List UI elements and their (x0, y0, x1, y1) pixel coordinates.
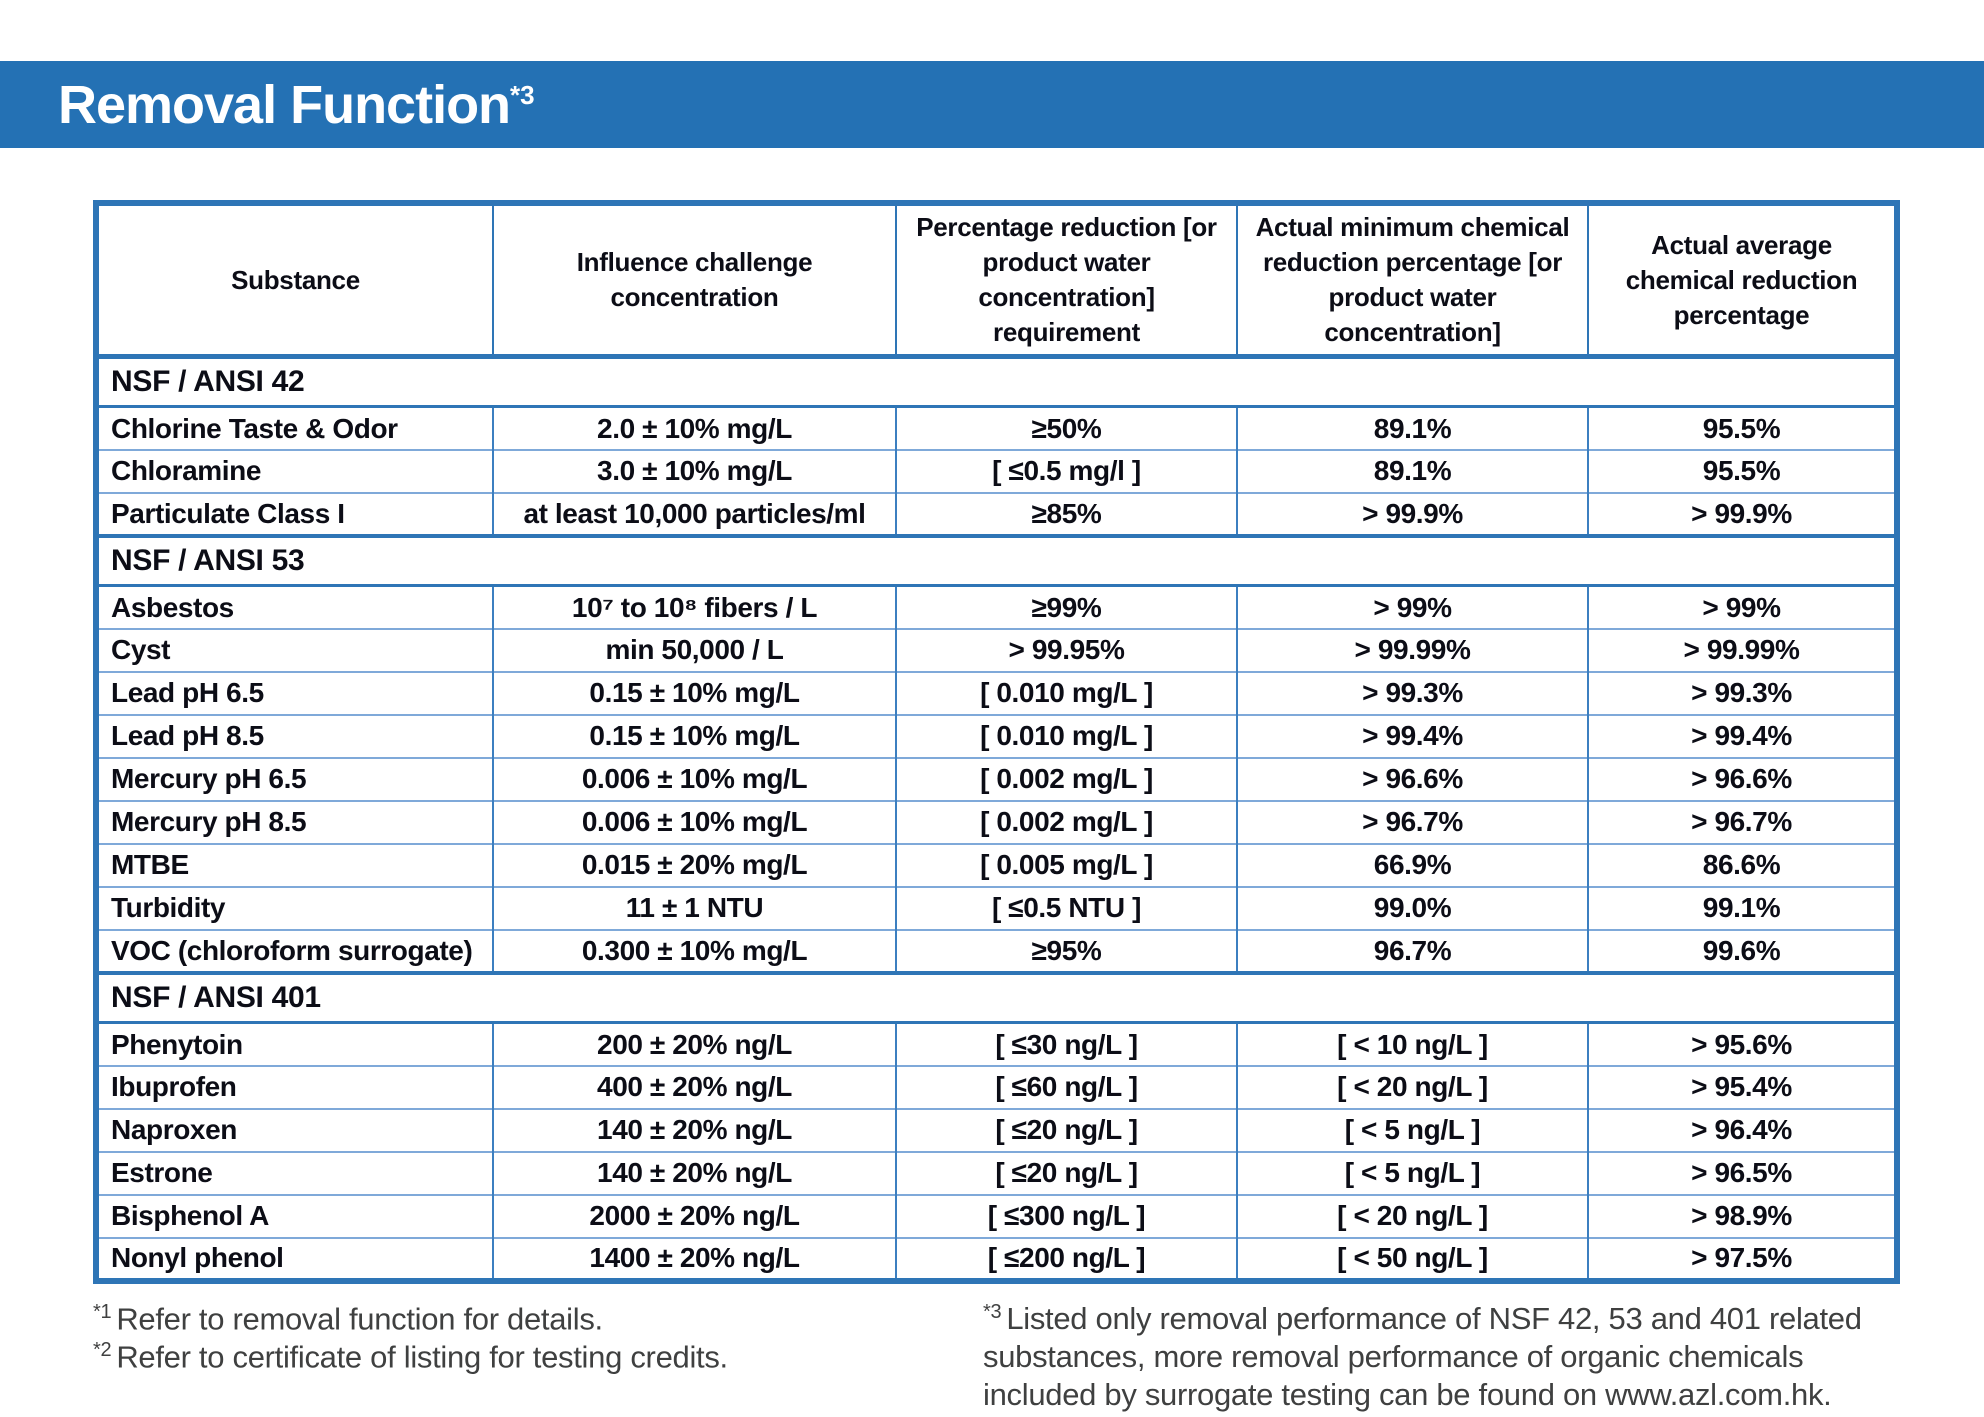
substance-cell: Chlorine Taste & Odor (96, 407, 493, 450)
value-cell: at least 10,000 particles/ml (493, 493, 896, 536)
value-cell: ≥99% (896, 586, 1237, 629)
value-cell: [ ≤200 ng/L ] (896, 1238, 1237, 1281)
substance-cell: Nonyl phenol (96, 1238, 493, 1281)
value-cell: [ ≤60 ng/L ] (896, 1066, 1237, 1109)
footnote-3-text: Listed only removal performance of NSF 42, 53 and 401 related substances, more removal performance of organic chemicals included by surrogate testing can be found on www.azl.com.hk. (983, 1301, 1862, 1412)
substance-cell: Asbestos (96, 586, 493, 629)
value-cell: 0.015 ± 20% mg/L (493, 844, 896, 887)
column-header-influence-challenge: Influence challenge concentration (493, 203, 896, 357)
section-header-row (96, 536, 1897, 586)
section-label: NSF / ANSI 42 (96, 357, 1897, 407)
table-body (96, 357, 1897, 1281)
value-cell: > 99.4% (1237, 715, 1588, 758)
value-cell: [ < 20 ng/L ] (1237, 1066, 1588, 1109)
value-cell: [ < 5 ng/L ] (1237, 1152, 1588, 1195)
table-row (96, 450, 1897, 493)
substance-cell: Cyst (96, 629, 493, 672)
value-cell: > 99.3% (1237, 672, 1588, 715)
value-cell: 0.006 ± 10% mg/L (493, 801, 896, 844)
value-cell: [ < 5 ng/L ] (1237, 1109, 1588, 1152)
removal-table-container (93, 200, 1894, 1284)
value-cell: min 50,000 / L (493, 629, 896, 672)
value-cell: > 96.5% (1588, 1152, 1897, 1195)
column-header-actual-average: Actual average chemical reduction percentage (1588, 203, 1897, 357)
substance-cell: Mercury pH 6.5 (96, 758, 493, 801)
table-row (96, 801, 1897, 844)
value-cell: 95.5% (1588, 450, 1897, 493)
table-row (96, 887, 1897, 930)
table-row (96, 493, 1897, 536)
footnote-1-text: Refer to removal function for details. (116, 1301, 603, 1337)
value-cell: 1400 ± 20% ng/L (493, 1238, 896, 1281)
footnote-2-marker: *2 (93, 1339, 112, 1362)
value-cell: [ 0.010 mg/L ] (896, 672, 1237, 715)
value-cell: > 99.99% (1588, 629, 1897, 672)
page-title (58, 74, 535, 135)
table-row (96, 1109, 1897, 1152)
value-cell: 400 ± 20% ng/L (493, 1066, 896, 1109)
value-cell: > 96.6% (1237, 758, 1588, 801)
footnote-1-marker: *1 (93, 1301, 112, 1323)
page-title-footnote-marker: *3 (510, 79, 535, 110)
value-cell: [ ≤30 ng/L ] (896, 1023, 1237, 1066)
value-cell: [ ≤0.5 mg/l ] (896, 450, 1237, 493)
value-cell: 0.15 ± 10% mg/L (493, 672, 896, 715)
value-cell: ≥85% (896, 493, 1237, 536)
value-cell: > 99.99% (1237, 629, 1588, 672)
substance-cell: VOC (chloroform surrogate) (96, 930, 493, 973)
value-cell: 11 ± 1 NTU (493, 887, 896, 930)
footnote-3 (983, 1301, 1862, 1412)
value-cell: [ 0.002 mg/L ] (896, 758, 1237, 801)
footnote-3-marker: *3 (983, 1301, 1002, 1323)
value-cell: > 99% (1588, 586, 1897, 629)
table-row (96, 629, 1897, 672)
value-cell: [ < 20 ng/L ] (1237, 1195, 1588, 1238)
footnote-1 (93, 1300, 953, 1338)
table-row (96, 715, 1897, 758)
substance-cell: MTBE (96, 844, 493, 887)
value-cell: 140 ± 20% ng/L (493, 1152, 896, 1195)
table-row (96, 1066, 1897, 1109)
value-cell: [ < 50 ng/L ] (1237, 1238, 1588, 1281)
value-cell: [ ≤300 ng/L ] (896, 1195, 1237, 1238)
value-cell: > 99.4% (1588, 715, 1897, 758)
page-title-text: Removal Function (58, 74, 511, 135)
value-cell: > 96.6% (1588, 758, 1897, 801)
section-header-row (96, 357, 1897, 407)
value-cell: 10⁷ to 10⁸ fibers / L (493, 586, 896, 629)
value-cell: > 98.9% (1588, 1195, 1897, 1238)
removal-table (93, 200, 1900, 1284)
value-cell: > 95.4% (1588, 1066, 1897, 1109)
value-cell: 2000 ± 20% ng/L (493, 1195, 896, 1238)
value-cell: ≥50% (896, 407, 1237, 450)
footnote-2-text: Refer to certificate of listing for testing credits. (116, 1339, 728, 1375)
value-cell: 89.1% (1237, 407, 1588, 450)
value-cell: > 99.95% (896, 629, 1237, 672)
table-row (96, 1238, 1897, 1281)
value-cell: 0.15 ± 10% mg/L (493, 715, 896, 758)
value-cell: [ 0.005 mg/L ] (896, 844, 1237, 887)
substance-cell: Chloramine (96, 450, 493, 493)
value-cell: > 99.3% (1588, 672, 1897, 715)
column-header-percentage-reduction: Percentage reduction [or product water concentration] requirement (896, 203, 1237, 357)
section-label: NSF / ANSI 53 (96, 536, 1897, 586)
substance-cell: Lead pH 8.5 (96, 715, 493, 758)
value-cell: 95.5% (1588, 407, 1897, 450)
section-label: NSF / ANSI 401 (96, 973, 1897, 1023)
value-cell: > 96.7% (1237, 801, 1588, 844)
table-row (96, 1152, 1897, 1195)
value-cell: > 99.9% (1237, 493, 1588, 536)
value-cell: > 99.9% (1588, 493, 1897, 536)
column-header-actual-minimum: Actual minimum chemical reduction percentage [or product water concentration] (1237, 203, 1588, 357)
value-cell: > 99% (1237, 586, 1588, 629)
table-row (96, 930, 1897, 973)
column-header-substance: Substance (96, 203, 493, 357)
table-row (96, 407, 1897, 450)
table-header-row (96, 203, 1897, 357)
table-row (96, 672, 1897, 715)
value-cell: [ 0.002 mg/L ] (896, 801, 1237, 844)
title-bar (0, 61, 1984, 148)
value-cell: 89.1% (1237, 450, 1588, 493)
value-cell: > 96.4% (1588, 1109, 1897, 1152)
substance-cell: Naproxen (96, 1109, 493, 1152)
table-row (96, 586, 1897, 629)
value-cell: > 96.7% (1588, 801, 1897, 844)
value-cell: 99.1% (1588, 887, 1897, 930)
value-cell: 86.6% (1588, 844, 1897, 887)
footnotes-left (93, 1300, 953, 1376)
value-cell: 3.0 ± 10% mg/L (493, 450, 896, 493)
value-cell: [ ≤20 ng/L ] (896, 1109, 1237, 1152)
value-cell: 200 ± 20% ng/L (493, 1023, 896, 1066)
value-cell: 2.0 ± 10% mg/L (493, 407, 896, 450)
value-cell: ≥95% (896, 930, 1237, 973)
value-cell: [ 0.010 mg/L ] (896, 715, 1237, 758)
substance-cell: Turbidity (96, 887, 493, 930)
value-cell: 66.9% (1237, 844, 1588, 887)
value-cell: 99.6% (1588, 930, 1897, 973)
value-cell: 0.300 ± 10% mg/L (493, 930, 896, 973)
value-cell: [ < 10 ng/L ] (1237, 1023, 1588, 1066)
value-cell: 140 ± 20% ng/L (493, 1109, 896, 1152)
footnote-2 (93, 1338, 953, 1376)
table-row (96, 844, 1897, 887)
substance-cell: Bisphenol A (96, 1195, 493, 1238)
value-cell: 0.006 ± 10% mg/L (493, 758, 896, 801)
substance-cell: Ibuprofen (96, 1066, 493, 1109)
substance-cell: Estrone (96, 1152, 493, 1195)
value-cell: > 97.5% (1588, 1238, 1897, 1281)
value-cell: 96.7% (1237, 930, 1588, 973)
footnotes-right (983, 1300, 1895, 1414)
table-row (96, 1195, 1897, 1238)
substance-cell: Lead pH 6.5 (96, 672, 493, 715)
substance-cell: Particulate Class I (96, 493, 493, 536)
table-row (96, 1023, 1897, 1066)
value-cell: 99.0% (1237, 887, 1588, 930)
section-header-row (96, 973, 1897, 1023)
substance-cell: Phenytoin (96, 1023, 493, 1066)
table-row (96, 758, 1897, 801)
value-cell: [ ≤20 ng/L ] (896, 1152, 1237, 1195)
substance-cell: Mercury pH 8.5 (96, 801, 493, 844)
value-cell: > 95.6% (1588, 1023, 1897, 1066)
value-cell: [ ≤0.5 NTU ] (896, 887, 1237, 930)
